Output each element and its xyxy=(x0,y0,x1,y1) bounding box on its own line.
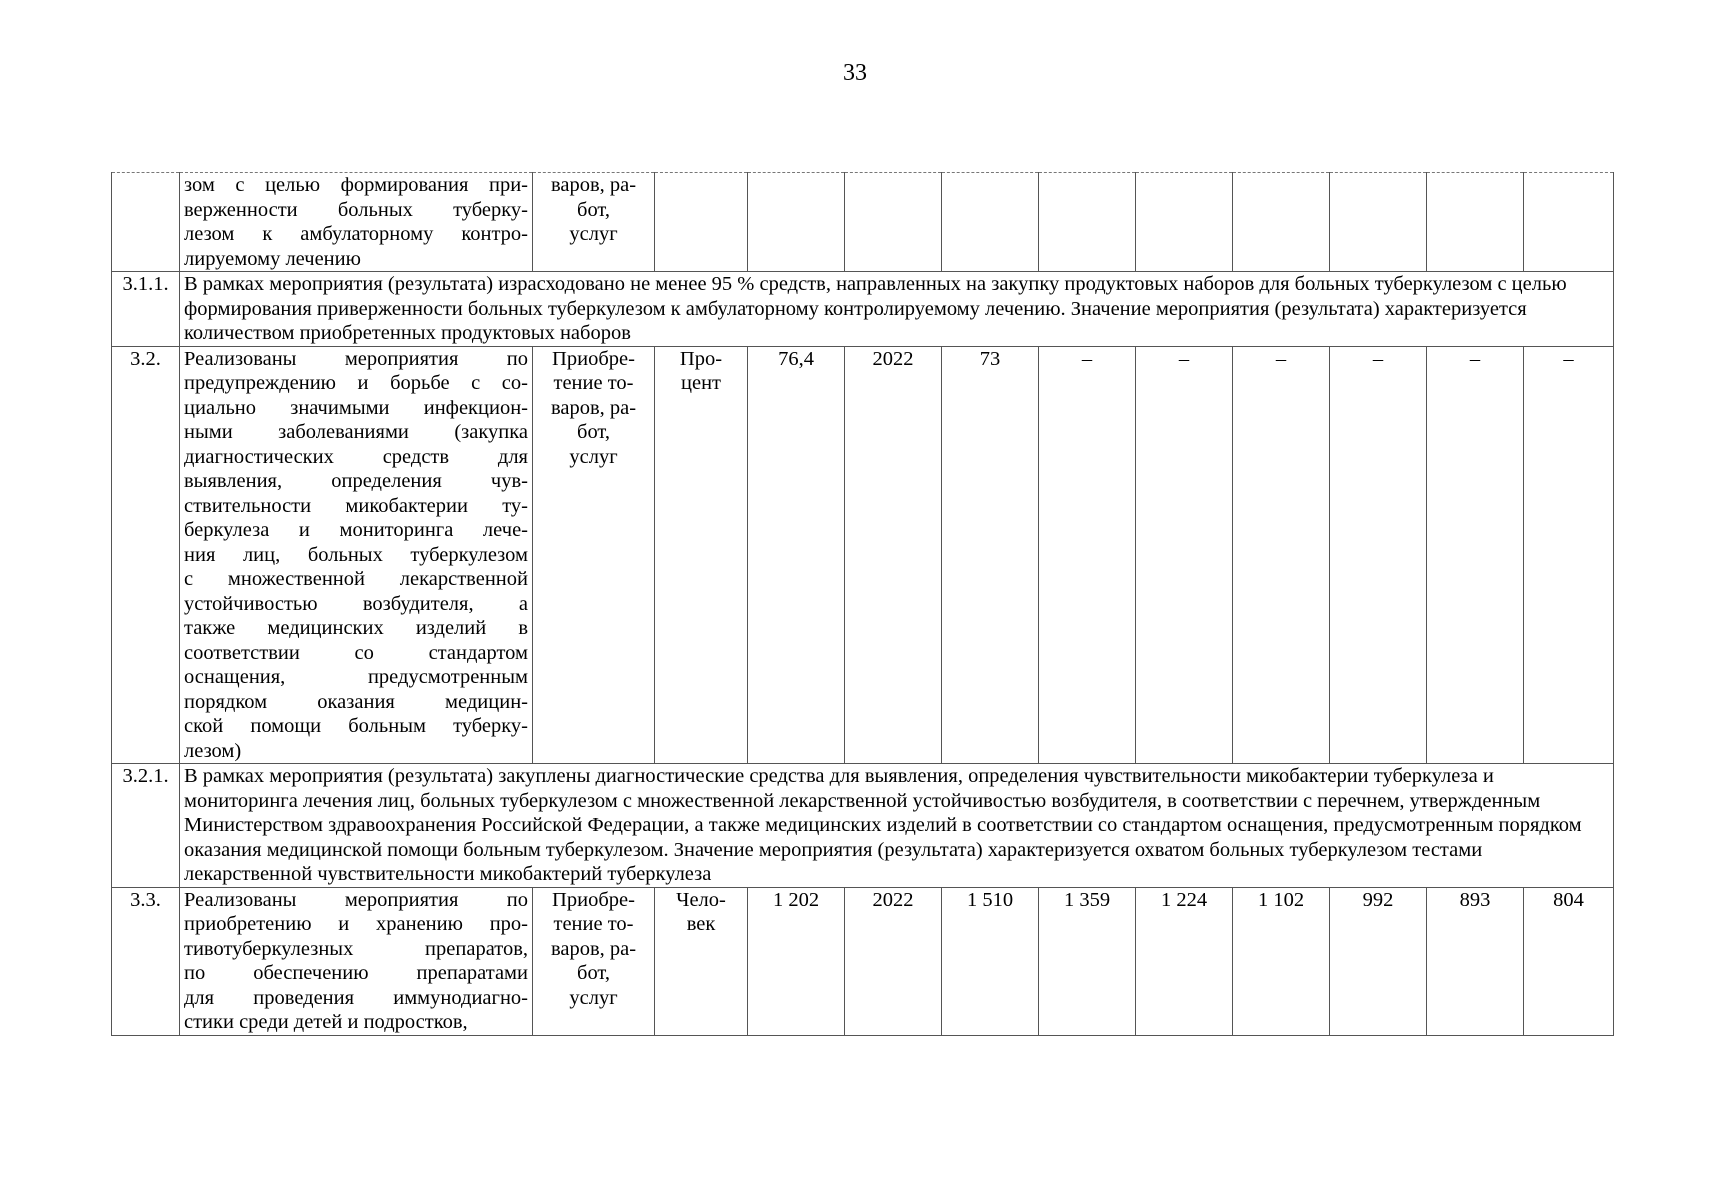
measure-type-cell xyxy=(533,346,655,764)
measure-name-line: ными заболеваниями (закупка xyxy=(184,421,528,443)
measure-name-line: лезом) xyxy=(184,739,242,762)
row-number-cell: 3.2. xyxy=(112,346,180,764)
value-cell: – xyxy=(1039,346,1136,764)
measure-name-line: приобретению и хранению про- xyxy=(184,913,528,935)
value-cell xyxy=(1330,173,1427,272)
measure-type-line: услуг xyxy=(569,223,618,245)
value-cell: 1 359 xyxy=(1039,887,1136,1035)
value-cell: – xyxy=(1136,346,1233,764)
value-cell: 804 xyxy=(1524,887,1614,1035)
base-year-cell: 2022 xyxy=(845,887,942,1035)
measure-name-line: стики среди детей и подростков, xyxy=(184,1011,468,1033)
measure-type-line: услуг xyxy=(569,986,618,1009)
value-cell xyxy=(942,173,1039,272)
measure-name-line: оснащения, предусмотренным xyxy=(184,666,528,688)
row-number-cell: 3.1.1. xyxy=(112,272,180,347)
value-cell: 1 224 xyxy=(1136,887,1233,1035)
measure-name-line: циально значимыми инфекцион- xyxy=(184,396,528,419)
measure-name-line: предупреждению и борьбе с со- xyxy=(184,372,528,394)
measure-name-line: выявления, определения чув- xyxy=(184,470,528,492)
measure-name-line: зом с целью формирования при- xyxy=(184,174,528,196)
measure-name-line: ния лиц, больных туберкулезом xyxy=(184,543,528,566)
measure-type-line: Приобре- xyxy=(552,888,635,911)
measure-name-line: лезом к амбулаторному контро- xyxy=(184,223,528,245)
unit-line: Про- xyxy=(679,347,723,370)
measure-type-line: бот, xyxy=(577,198,610,221)
measure-name-cell xyxy=(180,346,533,764)
measure-name-line: диагностических средств для xyxy=(184,445,528,468)
table-row xyxy=(112,272,1614,347)
measure-type-line: тение то- xyxy=(553,913,634,935)
measure-type-line: варов, ра- xyxy=(550,937,637,960)
value-cell xyxy=(655,173,748,272)
value-cell xyxy=(1427,173,1524,272)
table-row xyxy=(112,764,1614,888)
table-body xyxy=(112,173,1614,1036)
measure-type-cell xyxy=(533,173,655,272)
unit-line: цент xyxy=(681,372,721,394)
measure-type-line: бот, xyxy=(577,962,610,984)
measure-name-cell xyxy=(180,887,533,1035)
measure-name-line: для проведения иммунодиагно- xyxy=(184,986,528,1009)
measure-type-line: варов, ра- xyxy=(550,396,637,419)
measure-name-line: соответствии со стандартом xyxy=(184,641,528,664)
value-cell: – xyxy=(1524,346,1614,764)
measure-name-line: тивотуберкулезных препаратов, xyxy=(184,937,528,960)
measure-name-line: ствительности микобактерии ту- xyxy=(184,494,528,517)
measure-type-line: тение то- xyxy=(553,372,634,394)
value-cell: 992 xyxy=(1330,887,1427,1035)
measure-name-line: по обеспечению препаратами xyxy=(184,962,528,984)
value-cell xyxy=(748,173,845,272)
measure-type-cell xyxy=(533,887,655,1035)
value-cell: 1 102 xyxy=(1233,887,1330,1035)
page-number: 33 xyxy=(843,60,867,86)
value-cell: 1 510 xyxy=(942,887,1039,1035)
measure-type-line: варов, ра- xyxy=(550,174,637,196)
measure-name-line: верженности больных туберку- xyxy=(184,198,528,221)
value-cell: 893 xyxy=(1427,887,1524,1035)
unit-cell xyxy=(655,887,748,1035)
measure-name-line: порядком оказания медицин- xyxy=(184,690,528,713)
measure-name-line: лируемому лечению xyxy=(184,247,361,270)
value-cell: 73 xyxy=(942,346,1039,764)
result-description-cell: В рамках мероприятия (результата) израсходовано не менее 95 % средств, направленных на закупку продуктовых наборов для больных туберкулезом с целью формирования приверженности больных туберкулезом к амбулаторному контролируемому лечению. Значение мероприятия (результата) характеризуется количеством приобретенных продуктовых наборов xyxy=(180,272,1614,347)
base-value-cell: 1 202 xyxy=(748,887,845,1035)
row-number-cell xyxy=(112,173,180,272)
value-cell xyxy=(1524,173,1614,272)
row-number-cell: 3.3. xyxy=(112,887,180,1035)
unit-line: век xyxy=(686,913,716,935)
table-row xyxy=(112,346,1614,764)
measure-name-line: беркулеза и мониторинга лече- xyxy=(184,519,528,541)
row-number-cell: 3.2.1. xyxy=(112,764,180,888)
table-row xyxy=(112,173,1614,272)
indicator-table xyxy=(111,172,1614,1036)
value-cell: – xyxy=(1233,346,1330,764)
value-cell xyxy=(845,173,942,272)
measure-name-line: ской помощи больным туберку- xyxy=(184,715,528,737)
measure-type-line: Приобре- xyxy=(552,347,635,370)
measure-name-line: с множественной лекарственной xyxy=(184,568,528,590)
measure-name-line: Реализованы мероприятия по xyxy=(184,347,528,370)
measure-name-line: также медицинских изделий в xyxy=(184,617,528,639)
value-cell xyxy=(1136,173,1233,272)
measure-name-line: Реализованы мероприятия по xyxy=(184,888,528,911)
table-row xyxy=(112,887,1614,1035)
value-cell: – xyxy=(1330,346,1427,764)
measure-name-cell xyxy=(180,173,533,272)
measure-type-line: бот, xyxy=(577,421,610,443)
base-value-cell: 76,4 xyxy=(748,346,845,764)
value-cell xyxy=(1039,173,1136,272)
result-description-cell: В рамках мероприятия (результата) закуплены диагностические средства для выявления, определения чувствительности микобактерии туберкулеза и мониторинга лечения лиц, больных туберкулезом с множественной лекарственной устойчивостью возбудителя, в соответствии с перечнем, утвержденным Министерством здравоохранения Российской Федерации, а также медицинских изделий в соответствии со стандартом оснащения, предусмотренным порядком оказания медицинской помощи больным туберкулезом. Значение мероприятия (результата) характеризуется охватом больных туберкулезом тестами лекарственной чувствительности микобактерий туберкулеза xyxy=(180,764,1614,888)
measure-name-line: устойчивостью возбудителя, а xyxy=(184,592,528,615)
value-cell: – xyxy=(1427,346,1524,764)
unit-cell xyxy=(655,346,748,764)
unit-line: Чело- xyxy=(676,888,726,911)
measure-type-line: услуг xyxy=(569,445,618,468)
value-cell xyxy=(1233,173,1330,272)
base-year-cell: 2022 xyxy=(845,346,942,764)
